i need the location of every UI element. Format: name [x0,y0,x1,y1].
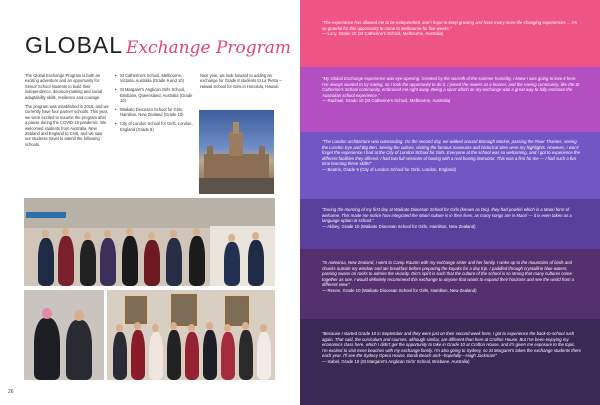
intro-column [25,73,109,151]
photo-city-building [199,110,274,194]
intro-paragraph-1: The Global Exchange Program is both an exciting adventure and an opportunity for Senior School students to build their independence, decision-making and social adaptability skills, resilience and courage. [25,73,103,100]
quote-attribution: — Renee, Grade 10 (Waikato Diocesan School for Girls, Hamilton, New Zealand) [322,287,477,293]
right-page-quotes [300,0,600,405]
school-item: • City of London School for Girls, London, England (Grade 9) [120,121,194,132]
photo-student-group [24,198,275,286]
next-year-column [200,73,284,93]
quote-text: "During the morning of my first day at Waikato Diocesan School for Girls (known as Dio), they had powhiri which is a Maori form of welcome. This made me notice how integrated the Maori culture is in their lives, as many songs are in Maori — it is even taken as a language option at school." [322,207,572,224]
schools-list [114,73,194,132]
intro-paragraph-2: The program was established in 2015, and we currently have four partner schools. This year, we were excited to resume the program after a pause during the COVID-19 pandemic. We welcomed students from Australia, New Zealand and England to CHS, and we saw our students travel to attend the following schools. [25,104,109,147]
title-script: Exchange Program [126,38,292,58]
quote-band [300,0,600,67]
quote-attribution: — Abbey, Grade 10 (Waikato Diocesan School for Girls, Hamilton, New Zealand) [322,223,476,229]
quote-band [300,67,600,132]
quote-text: "Because I started Grade 10 in September and they were just on their second week here, I got to experience the back-to-school rush again. That said, the curriculum and courses, although similar, are different than here at Crofton House. But I've been enjoying my economics class here, which I didn't get the opportunity to take in Grade 10 at Crofton House, and it's given me exposure to the topic. I'm excited to visit more beaches with my exchange family. I'm also going to Sydney, so St Margaret's takes the exchange students there each year. I'll see the Sydney Opera House, Bondi Beach and—hopefully—Hugh Jackman!" [322,331,582,359]
quote-text: "The experience has allowed me to be independent, and I hope to keep growing and have many more life-changing experiences ... I'm so grateful for this opportunity to come to Melbourne for five weeks." [322,20,578,31]
schools-column [114,73,194,136]
page-number: 26 [8,389,14,395]
quote-text: "The London architecture was outstanding. On the second day, we walked around Borough Market, passing the River Thames, seeing the London Eye and Big Ben. Seeing the culture, visiting the famous museums and historical sites were my highlights. However, I won't forget the experience I had at the City of London School for Girls. Everyone at the school was so welcoming, and I got to experience the different facilities they offered. I had two full sessions of boxing with a real boxing instructor. This was a first for me — I had such a fun time learning these skills!" [322,139,580,167]
next-year-paragraph: Next year, we look forward to adding an exchange for Grade 8 students to La Pietra – Hawaii School for Girls in Honolulu, Hawaii. [200,73,282,89]
quote-attribution: — Isabel, Grade 10 (St Margaret's Anglican Girls' School, Brisbane, Australia) [322,358,470,364]
school-item: • Waikato Diocesan School for Girls, Hamilton, New Zealand (Grade 10) [120,107,194,118]
quote-band [300,199,600,249]
quote-band [300,319,600,405]
school-item: • St Catherine's School, Melbourne, Victoria, Australia (Grade 9 and 10) [120,73,194,84]
page-title [25,34,291,57]
quote-attribution: — Beatrix, Grade 9 (City of London School for Girls, London, England) [322,166,456,172]
title-main: GLOBAL [25,32,124,58]
quote-band [300,132,600,199]
school-item: • St Margaret's Anglican Girls School, Brisbane, Queensland, Australia (Grade 10) [120,87,194,103]
quote-text: "In Aotearoa, New Zealand, I went to Camp Raurim with my exchange sister and her family. I woke up to the mountains of birds and chunks outside my window and ate breakfast before preparing the kayaks for a day trip. I paddled through crystalline blue waters, passing swans on rocks to admire the vivacity. Dio's spirit is such that the culture of the school is so strong that many cultures come together as one. I would definitely recommend this exchange to anyone that wants to expand their horizons and see the world from a different view." [322,260,574,288]
quote-text: "My Global Exchange experience was eye-opening. Greeted by the warmth of the summer humidity, I knew I was going to love it here. I've always wanted to try rowing, so I took the opportunity to do it. I joined the rowers as a learner, and the rowing community, like the St Catherine's School community, embraced me right away. Being a sport which on my exchange was a great way to fully embrace the Australian school experience." [322,76,580,98]
photo-students-pair [24,290,104,380]
quote-attribution: — Lucy, Grade 10 (St Catherine's School, Melbourne, Australia) [322,31,444,37]
quote-band [300,249,600,319]
quote-attribution: — Rachael, Grade 10 (St Catherine's School, Melbourne, Australia) [322,98,451,104]
photo-gallery-group [107,290,275,380]
